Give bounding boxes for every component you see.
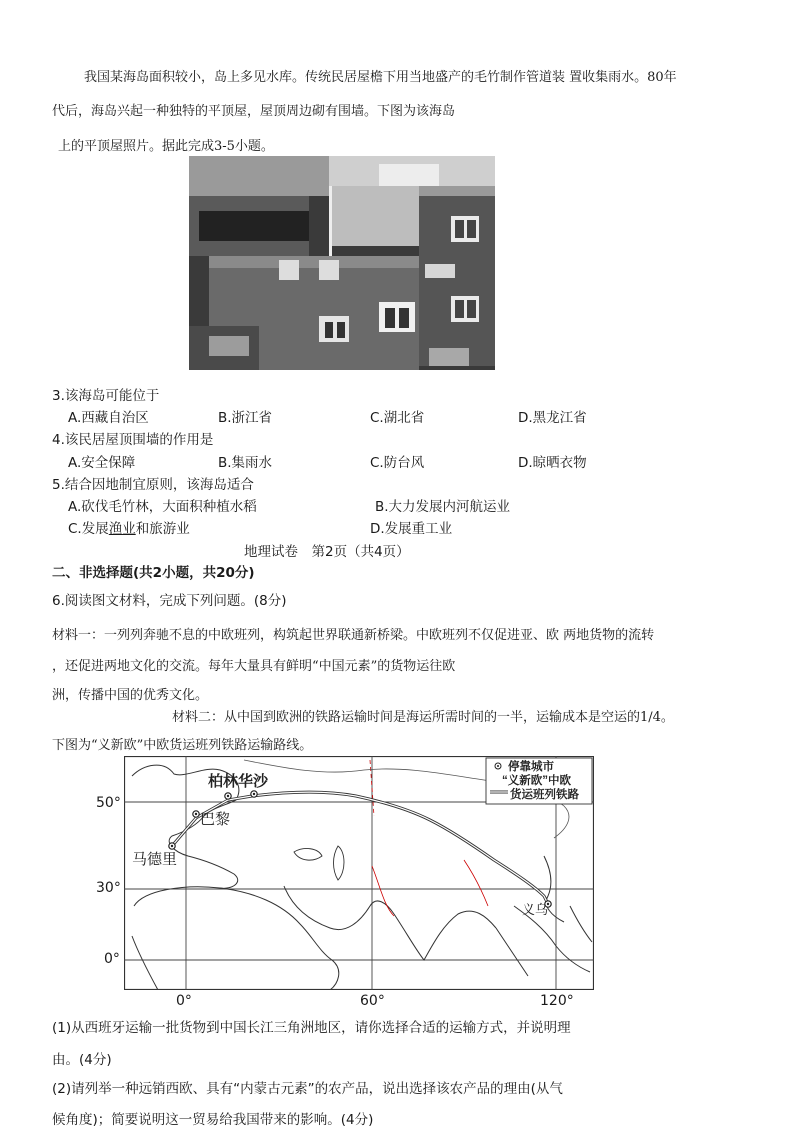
q3-option-a: A.西藏自治区 [68, 410, 149, 426]
intro-line-1: 我国某海岛面积较小，岛上多见水库。传统民居屋檐下用当地盛产的毛竹制作管道装 置收集雨水。80年 [84, 70, 677, 85]
page-footer: 地理试卷 第2页（共4页） [244, 544, 410, 560]
label-madrid: 马德里 [132, 851, 178, 868]
lat-label-50: 50° [96, 795, 121, 811]
material-2-line-1: 材料二：从中国到欧洲的铁路运输时间是海运所需时间的一半，运输成本是空运的1/4。 [172, 710, 674, 725]
q5-option-b: B.大力发展内河航运业 [375, 499, 511, 515]
q6-sub2-line-1: (2)请列举一种远销西欧、具有“内蒙古元素”的农产品，说出选择该农产品的理由(从气 [52, 1081, 563, 1097]
q5-stem: 5.结合因地制宜原则，该海岛适合 [52, 477, 254, 493]
label-berlin-warsaw: 柏林华沙 [208, 773, 269, 790]
legend-route-label-2: 货运班列铁路 [510, 789, 579, 801]
intro-line-2: 代后，海岛兴起一种独特的平顶屋，屋顶周边砌有围墙。下图为该海岛 [52, 104, 456, 119]
q3-option-c: C.湖北省 [370, 410, 425, 426]
q5-option-c: C.发展渔业和旅游业 [68, 521, 190, 537]
lon-label-0: 0° [176, 993, 192, 1009]
q6-stem: 6.阅读图文材料，完成下列问题。(8分) [52, 593, 287, 609]
lat-label-0: 0° [104, 951, 120, 967]
q6-sub1-line-1: (1)从西班牙运输一批货物到中国长江三角洲地区，请你选择合适的运输方式，并说明理 [52, 1020, 571, 1036]
lat-label-30: 30° [96, 880, 121, 896]
q3-option-d: D.黑龙江省 [518, 410, 587, 426]
q4-option-b: B.集雨水 [218, 455, 273, 471]
q5-option-a: A.砍伐毛竹林，大面积种植水稻 [68, 499, 257, 515]
label-yiwu: 义乌 [522, 902, 549, 917]
label-paris: 巴黎 [200, 811, 231, 828]
yixinou-route-map [124, 756, 594, 990]
lon-label-120: 120° [540, 993, 574, 1009]
legend-stop-label: 停靠城市 [508, 761, 554, 773]
q6-sub1-line-2: 由。(4分) [52, 1052, 112, 1068]
lon-label-60: 60° [360, 993, 385, 1009]
q6-sub2-line-2: 候角度)；简要说明这一贸易给我国带来的影响。(4分) [52, 1112, 374, 1128]
material-1-line-2: ，还促进两地文化的交流。每年大量具有鲜明“中国元素”的货物运往欧 [52, 659, 456, 674]
q3-option-b: B.浙江省 [218, 410, 273, 426]
q4-stem: 4.该民居屋顶围墙的作用是 [52, 432, 214, 448]
q4-option-a: A.安全保障 [68, 455, 136, 471]
section-2-heading: 二、非选择题(共2小题，共20分) [52, 565, 255, 581]
intro-line-3: 上的平顶屋照片。据此完成3-5小题。 [58, 139, 274, 154]
flat-roof-house-photo [189, 156, 495, 370]
q3-stem: 3.该海岛可能位于 [52, 388, 160, 404]
q4-option-c: C.防台风 [370, 455, 425, 471]
material-2-line-2: 下图为“义新欧”中欧货运班列铁路运输路线。 [52, 738, 313, 753]
material-1-line-1: 材料一：一列列奔驰不息的中欧班列，构筑起世界联通新桥梁。中欧班列不仅促进亚、欧 两地货物的流转 [52, 628, 655, 643]
q4-option-d: D.晾晒衣物 [518, 455, 587, 471]
legend-route-label-1: “义新欧”中欧 [502, 775, 571, 787]
material-1-line-3: 洲，传播中国的优秀文化。 [52, 688, 209, 703]
q5-option-d: D.发展重工业 [370, 521, 453, 537]
